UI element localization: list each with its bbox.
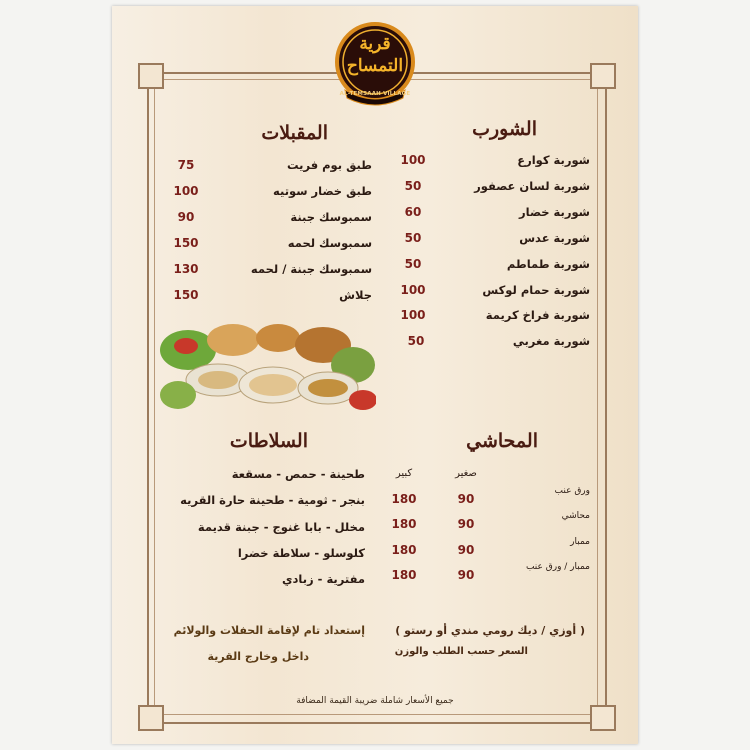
events-note-line2: داخل وخارج القرية: [207, 650, 309, 663]
appetizer-item-name: جلاش: [339, 288, 372, 302]
soup-item-price: 100: [400, 308, 426, 322]
appetizer-item-name: طبق بوم فريت: [286, 158, 372, 172]
restaurant-logo: [325, 20, 425, 110]
soup-item-name: شوربة خضار: [519, 205, 590, 219]
stuffed-item-large-price: 180: [391, 492, 417, 506]
appetizer-item-price: 150: [173, 236, 199, 250]
soup-item-price: 50: [404, 179, 422, 193]
appetizer-item-price: 130: [173, 262, 199, 276]
salads-heading: السلاطات: [229, 430, 308, 452]
appetizer-item-name: سمبوسك لحمه: [287, 236, 372, 250]
soup-item-name: شوربة فراخ كريمة: [485, 308, 590, 322]
appetizer-item-price: 150: [173, 288, 199, 302]
logo-title-line2: التمساح: [346, 56, 404, 76]
soup-item-price: 60: [404, 205, 422, 219]
stuffed-item-name: ورق عنب: [554, 486, 590, 496]
soup-item-price: 100: [400, 153, 426, 167]
soup-item-price: 50: [407, 334, 425, 348]
appetizers-heading: المقبلات: [261, 122, 328, 144]
soups-heading: الشورب: [472, 118, 537, 140]
stuffed-item-large-price: 180: [391, 517, 417, 531]
stuffed-item-name: ممبار / ورق عنب: [525, 562, 590, 572]
soup-item-name: شوربة كوارع: [517, 153, 590, 167]
frame-corner-top-right: [590, 63, 616, 89]
logo-subtitle: AL-TEMSAAH VILLAGE: [339, 91, 411, 97]
stuffed-item-large-price: 180: [391, 543, 417, 557]
appetizer-item-price: 100: [173, 184, 199, 198]
appetizer-item-name: سمبوسك جبنة / لحمه: [250, 262, 372, 276]
stuffed-item-name: ممبار: [570, 537, 590, 547]
appetizer-item-price: 90: [177, 210, 195, 224]
soup-item-price: 50: [404, 231, 422, 245]
stuffed-item-small-price: 90: [457, 517, 475, 531]
special-price-note: السعر حسب الطلب والوزن: [394, 646, 528, 657]
stuffed-col-large: كبير: [395, 468, 413, 479]
soup-item-name: شوربة عدس: [519, 231, 590, 245]
appetizer-item-price: 75: [177, 158, 195, 172]
salad-item: كلوسلو - سلاطة خضرا: [237, 546, 365, 560]
stuffed-item-small-price: 90: [457, 492, 475, 506]
frame-corner-bottom-left: [138, 705, 164, 731]
stuffed-heading: المحاشي: [466, 430, 538, 452]
tax-footer: جميع الأسعار شاملة ضريبة القيمة المضافة: [296, 696, 454, 706]
stuffed-item-small-price: 90: [457, 543, 475, 557]
appetizer-item-name: طبق خضار سوتيه: [273, 184, 372, 198]
salad-item: طحينة - حمص - مسقعة: [231, 467, 365, 481]
soup-item-name: شوربة طماطم: [506, 257, 590, 271]
salad-item: بنجر - ثومية - طحينة حارة القريه: [180, 493, 365, 507]
stuffed-item-name: محاشي: [561, 511, 590, 521]
frame-corner-top-left: [138, 63, 164, 89]
logo-title-line1: قرية: [359, 34, 391, 54]
stuffed-item-small-price: 90: [457, 568, 475, 582]
stuffed-item-large-price: 180: [391, 568, 417, 582]
frame-corner-bottom-right: [590, 705, 616, 731]
appetizer-item-name: سمبوسك جبنة: [290, 210, 372, 224]
soup-item-name: شوربة حمام لوكس: [482, 283, 590, 297]
soup-item-price: 100: [400, 283, 426, 297]
special-order-note: ( أوزي / ديك رومي مندي أو رستو ): [395, 624, 585, 637]
events-note-line1: إستعداد تام لإقامة الحفلات والولائم: [173, 624, 365, 637]
soup-item-name: شوربة لسان عصفور: [474, 179, 590, 193]
stuffed-col-small: صغير: [455, 468, 477, 479]
soup-item-price: 50: [404, 257, 422, 271]
soup-item-name: شوربة مغربي: [512, 334, 590, 348]
salad-item: مفترية - زبادي: [281, 572, 365, 586]
food-photo: [158, 310, 376, 415]
salad-item: مخلل - بابا غنوج - جبنة قديمة: [197, 520, 365, 534]
